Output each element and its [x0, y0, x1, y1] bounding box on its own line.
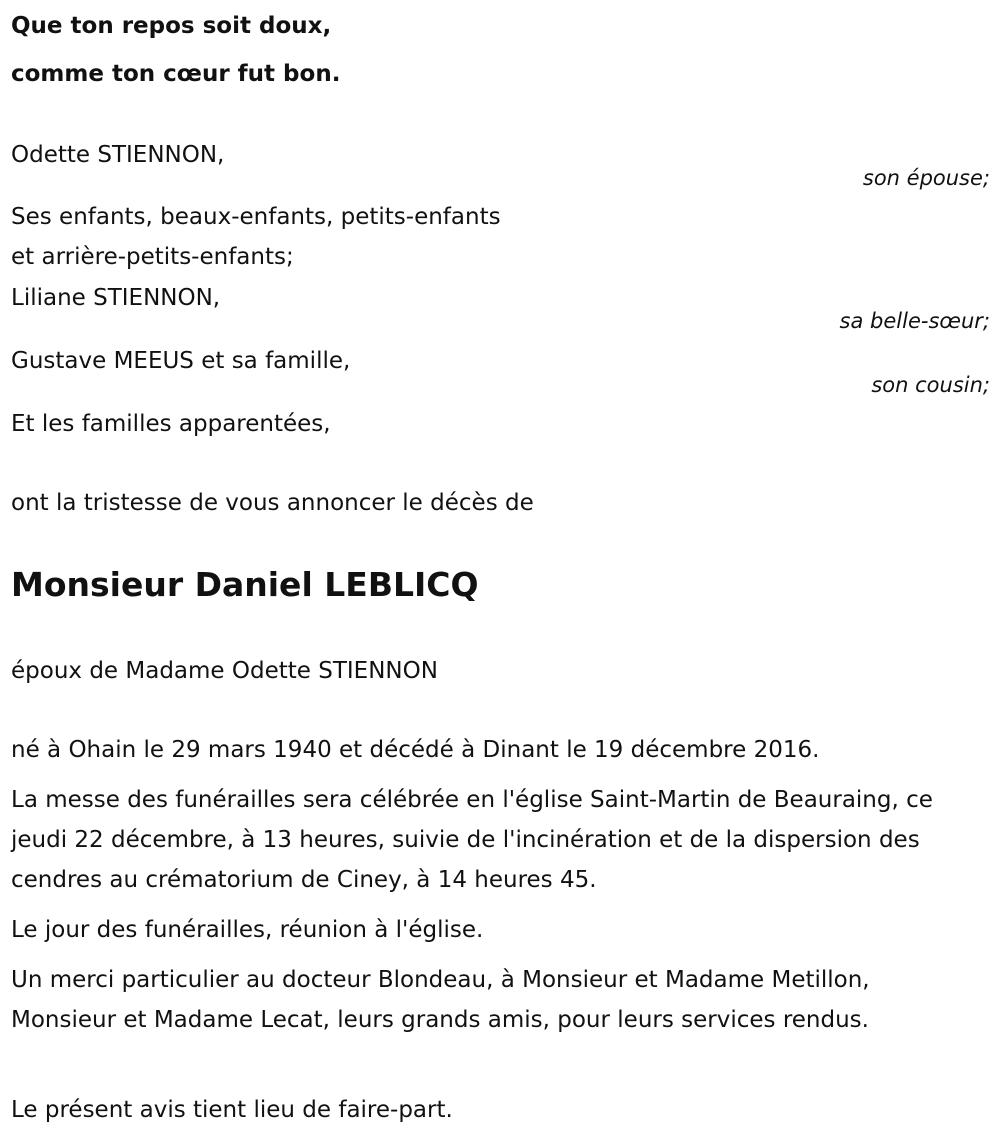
paragraph-meeting: Le jour des funérailles, réunion à l'église. — [11, 917, 484, 943]
deceased-name: Monsieur Daniel LEBLICQ — [11, 565, 479, 604]
relation-spouse: son épouse; — [862, 166, 990, 190]
deceased-spouse: époux de Madame Odette STIENNON — [11, 658, 438, 684]
paragraph-thanks: Un merci particulier au docteur Blondeau, à Monsieur et Madame Metillon, Monsieur et Madame Lecat, leurs grands amis, pour leurs services rendus. — [11, 967, 870, 1033]
paragraph-birth-death: né à Ohain le 29 mars 1940 et décédé à Dinant le 19 décembre 2016. — [11, 737, 820, 763]
epigraph-line-2: comme ton cœur fut bon. — [11, 61, 341, 87]
family-member-relatives: Et les familles apparentées, — [11, 411, 331, 437]
paragraph-notice: Le présent avis tient lieu de faire-part. — [11, 1097, 453, 1123]
announcement-text: ont la tristesse de vous annoncer le décès de — [11, 490, 534, 516]
family-member-spouse: Odette STIENNON, — [11, 142, 225, 168]
family-member-children-line-1: Ses enfants, beaux-enfants, petits-enfants — [11, 204, 501, 230]
paragraph-funeral-mass: La messe des funérailles sera célébrée en l'église Saint-Martin de Beauraing, ce jeudi 22 décembre, à 13 heures, suivie de l'incinération et de la dispersion des cendres au crématorium de Ciney, à 14 heures 45. — [11, 787, 933, 893]
epigraph-line-1: Que ton repos soit doux, — [11, 13, 332, 39]
family-member-children-line-2: et arrière-petits-enfants; — [11, 244, 294, 270]
relation-sister-in-law: sa belle-sœur; — [839, 309, 990, 333]
family-member-sister-in-law: Liliane STIENNON, — [11, 285, 221, 311]
family-member-cousin: Gustave MEEUS et sa famille, — [11, 348, 351, 374]
relation-cousin: son cousin; — [871, 373, 990, 397]
